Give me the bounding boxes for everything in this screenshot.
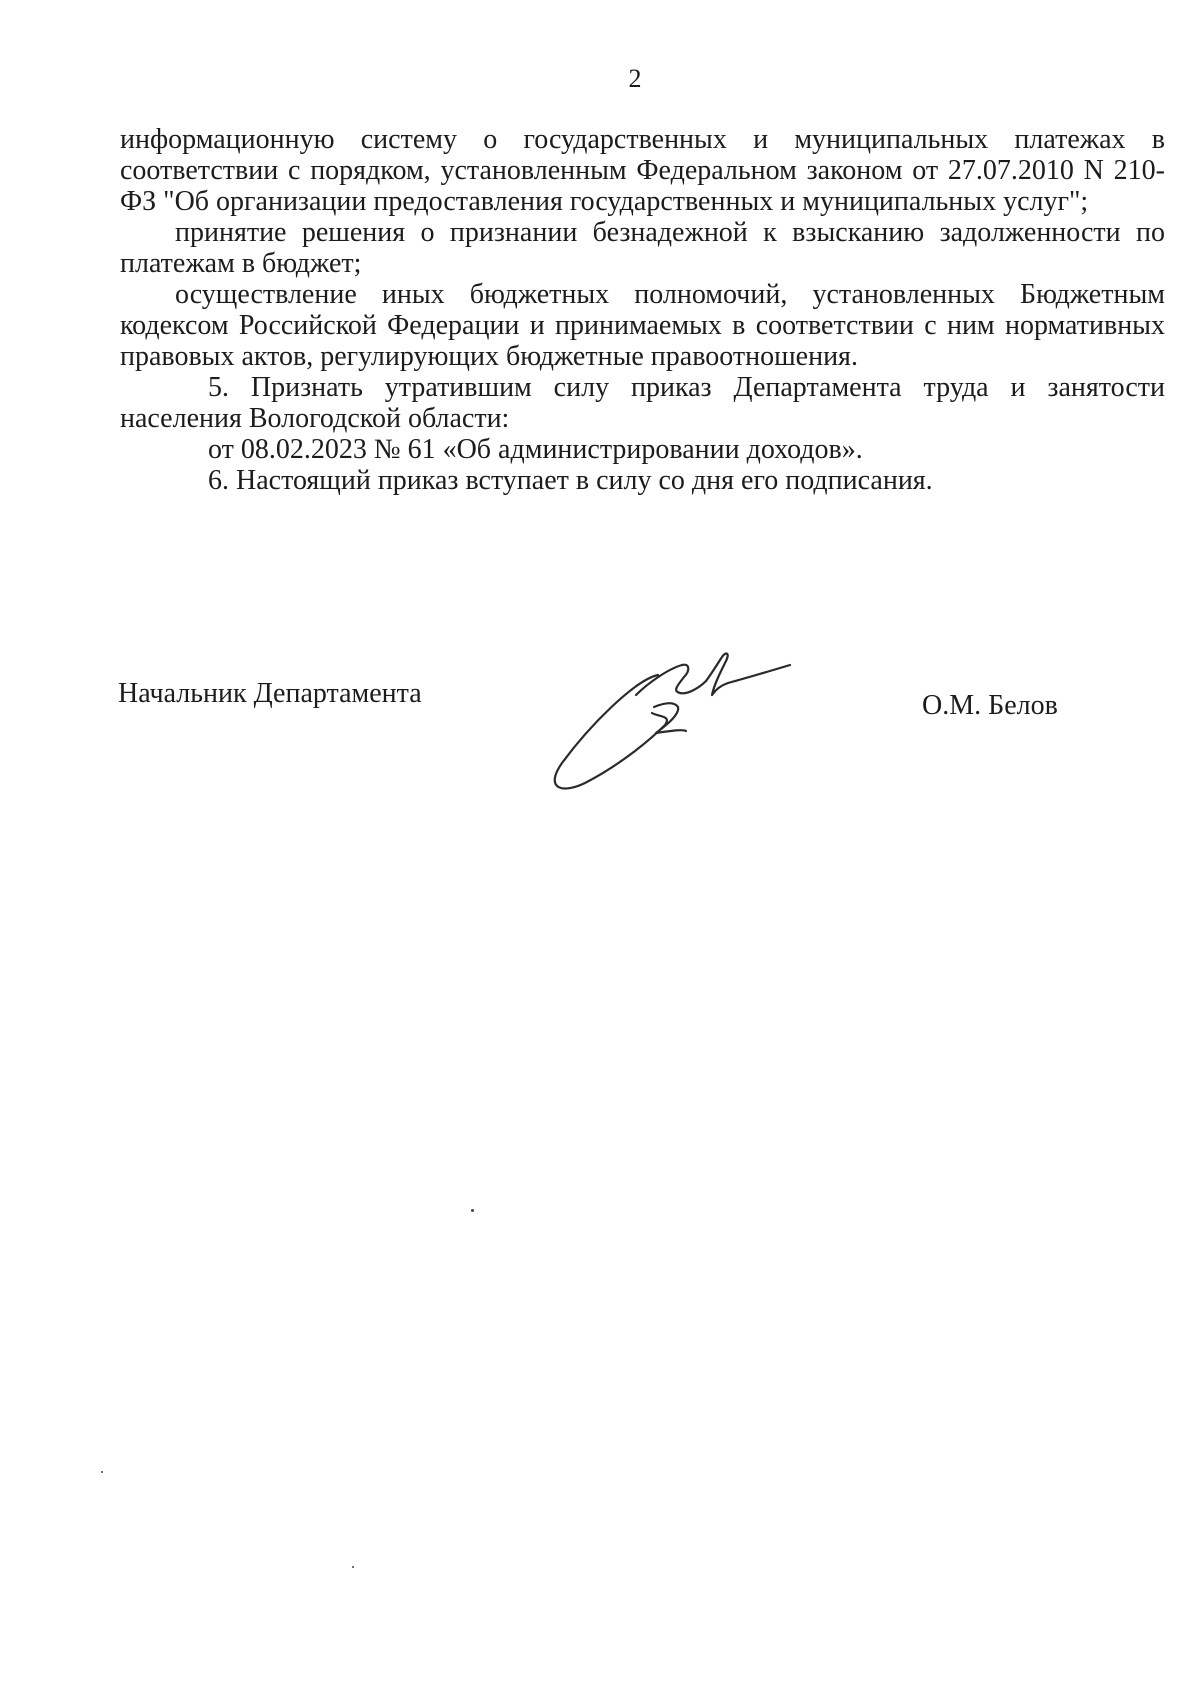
page-number: 2 <box>628 64 642 93</box>
paragraph-repealed-order: от 08.02.2023 № 61 «Об администрировании доходов». <box>208 434 863 465</box>
scan-speck <box>352 1566 354 1568</box>
paragraph-bad-debt-decision: принятие решения о признании безнадежной к взысканию задолженности по платежам в бюджет; <box>120 217 1165 279</box>
paragraph-item-5: 5. Признать утратившим силу приказ Департамента труда и занятости населения Вологодской области: <box>120 372 1165 434</box>
signatory-name: О.М. Белов <box>922 690 1058 721</box>
paragraph-other-powers: осуществление иных бюджетных полномочий, установленных Бюджетным кодексом Российской Федерации и принимаемых в соответствии с ним нормативных правовых актов, регулирующих бюджетные правоотношения. <box>120 279 1165 372</box>
document-body <box>120 124 1165 496</box>
paragraph-item-6: 6. Настоящий приказ вступает в силу со дня его подписания. <box>208 465 933 496</box>
signatory-position: Начальник Департамента <box>118 678 422 709</box>
handwritten-signature <box>540 645 840 805</box>
scan-speck <box>101 1471 103 1473</box>
scan-speck <box>471 1209 474 1212</box>
paragraph-payment-system: информационную систему о государственных и муниципальных платежах в соответствии с порядком, установленным Федеральном законом от 27.07.2010 N 210-ФЗ "Об организации предоставления государственных и муниципальных услуг"; <box>120 124 1165 217</box>
